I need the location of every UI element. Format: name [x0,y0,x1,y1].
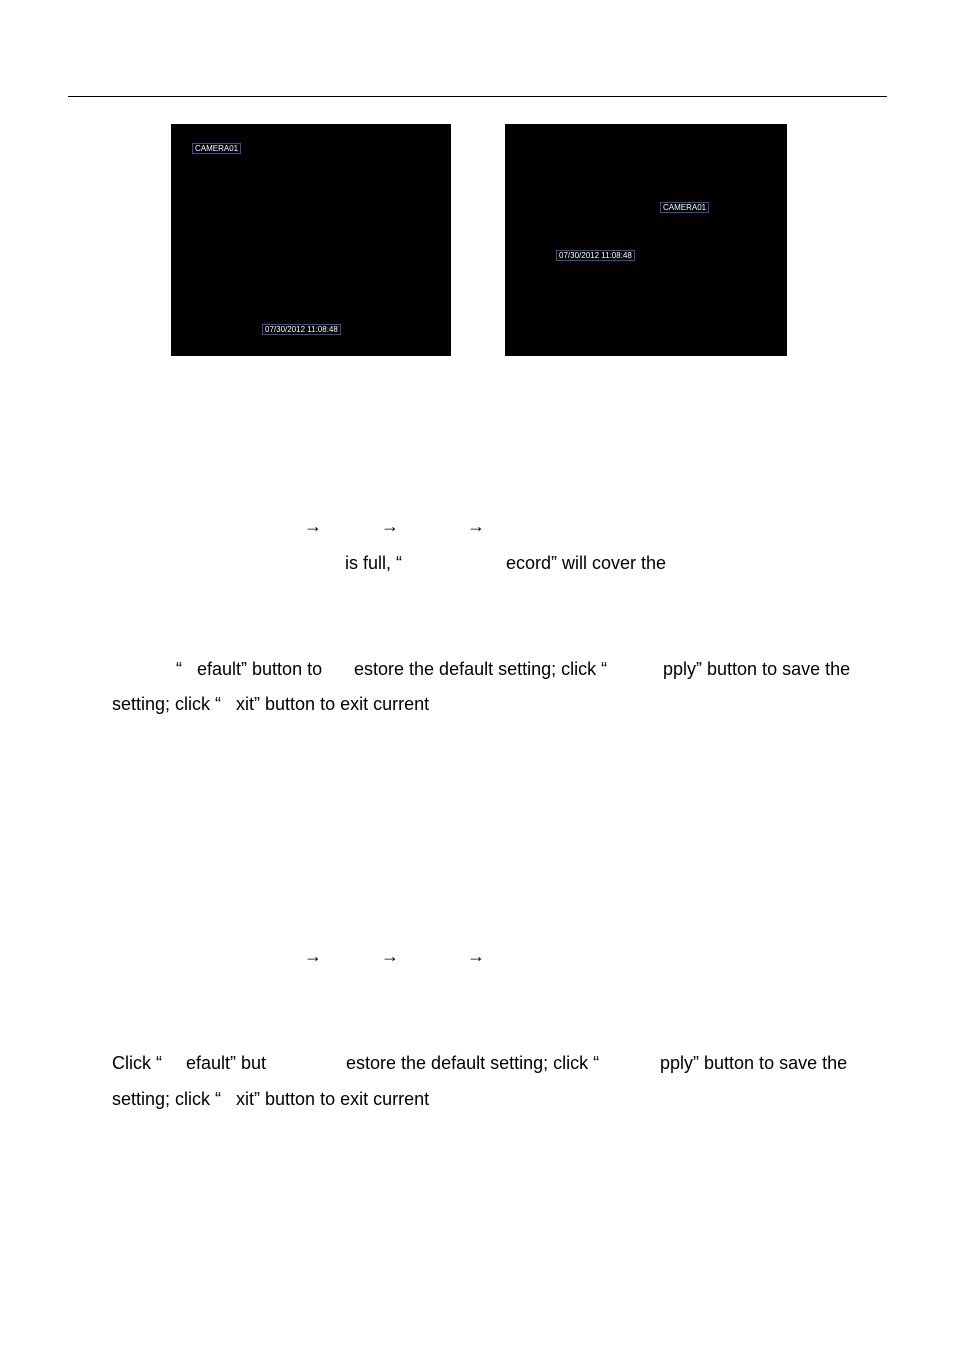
para-text: pply” button to save the [660,1053,848,1073]
arrow-icon: → [381,516,399,536]
timestamp-label: 07/30/2012 11:08:48 [262,324,341,335]
arrow-icon: → [381,946,399,966]
para-text: estore the default setting; click “ [354,659,608,679]
para-text: setting; click “ xit” button to exit current [112,694,430,714]
para-text: efault” button to [197,659,323,679]
header-rule [68,96,887,97]
camera-label: CAMERA01 [660,202,709,213]
timestamp-label: 07/30/2012 11:08:48 [556,250,635,261]
camera-label: CAMERA01 [192,143,241,154]
para-text: “ [176,659,182,679]
para-text: estore the default setting; click “ [346,1053,600,1073]
para-text: Click “ [112,1053,162,1073]
camera-preview-left [171,124,451,356]
arrow-icon: → [304,946,322,966]
para-text: efault” but [186,1053,267,1073]
overwrite-text-b: ecord” will cover the [506,553,667,573]
para-text: setting; click “ xit” button to exit current [112,1089,430,1109]
camera-preview-right [505,124,787,356]
arrow-icon: → [304,516,322,536]
arrow-icon: → [467,946,485,966]
arrow-icon: → [467,516,485,536]
para-text: pply” button to save the [663,659,851,679]
overwrite-text-a: is full, “ [345,553,403,573]
